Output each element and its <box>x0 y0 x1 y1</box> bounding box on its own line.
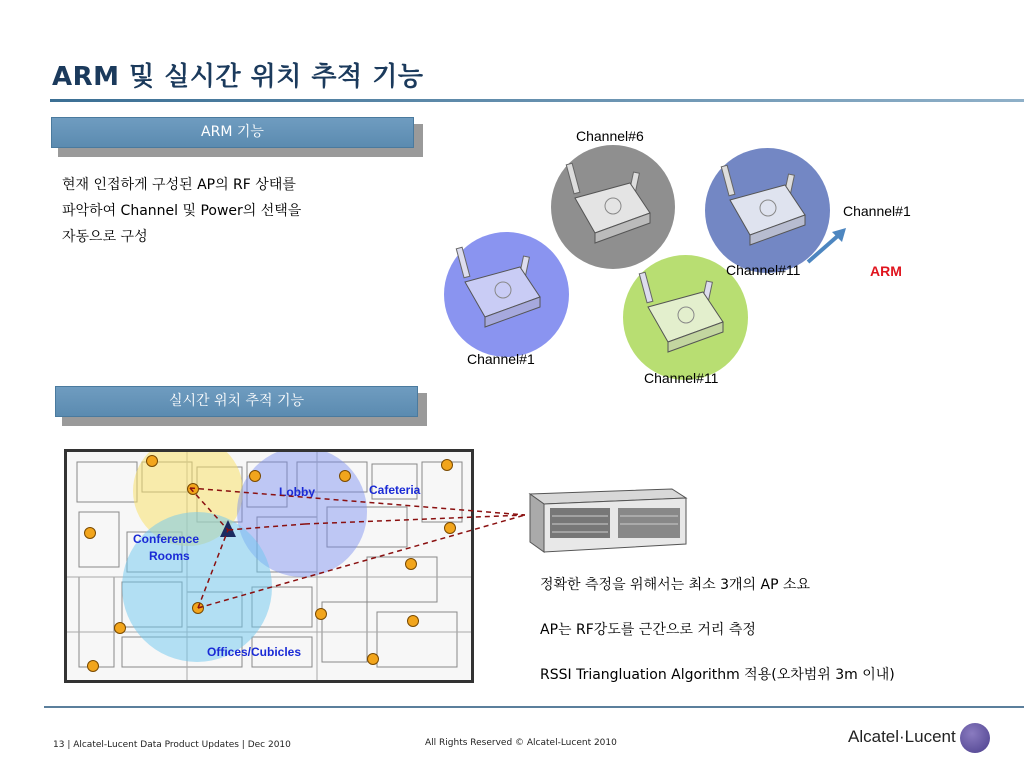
bullet-text: 정확한 측정을 위해서는 최소 3개의 AP 소요 <box>540 577 811 593</box>
arm-description-line: 자동으로 구성 <box>62 229 148 245</box>
arm-description-line: 파악하여 Channel 및 Power의 선택을 <box>62 203 302 219</box>
arm-section-header: ARM 기능 <box>51 117 414 148</box>
cafeteria-label: Cafeteria <box>369 483 421 497</box>
offices-label: Offices/Cubicles <box>207 645 302 659</box>
channel-label: Channel#1 <box>843 203 911 219</box>
bullet-text: AP는 RF강도를 근간으로 거리 측정 <box>540 622 756 638</box>
lobby-label: Lobby <box>279 485 315 499</box>
bullet-text: RSSI Triangluation Algorithm 적용(오차범위 3m 이내) <box>540 667 895 683</box>
channel-label: Channel#11 <box>726 262 801 278</box>
channel-label: Channel#1 <box>467 351 535 367</box>
channel-label: Channel#11 <box>644 370 719 386</box>
company-logo-icon <box>960 723 990 753</box>
arm-label: ARM <box>870 263 902 279</box>
position-marker <box>220 520 236 537</box>
footer-center: All Rights Reserved © Alcatel-Lucent 2010 <box>425 738 617 748</box>
controller-appliance-icon <box>522 486 690 558</box>
footer-left: 13 | Alcatel-Lucent Data Product Updates | Dec 2010 <box>53 740 291 750</box>
company-logo-text: Alcatel·Lucent <box>848 727 956 746</box>
channel-label: Channel#6 <box>576 128 644 144</box>
rooms-label: Rooms <box>149 549 190 563</box>
conference-label: Conference <box>133 532 200 546</box>
footer-divider <box>44 706 1024 708</box>
page-title: ARM 및 실시간 위치 추적 기능 <box>52 62 424 92</box>
arm-description-line: 현재 인접하게 구성된 AP의 RF 상태를 <box>62 177 296 193</box>
location-section-header: 실시간 위치 추적 기능 <box>55 386 418 417</box>
